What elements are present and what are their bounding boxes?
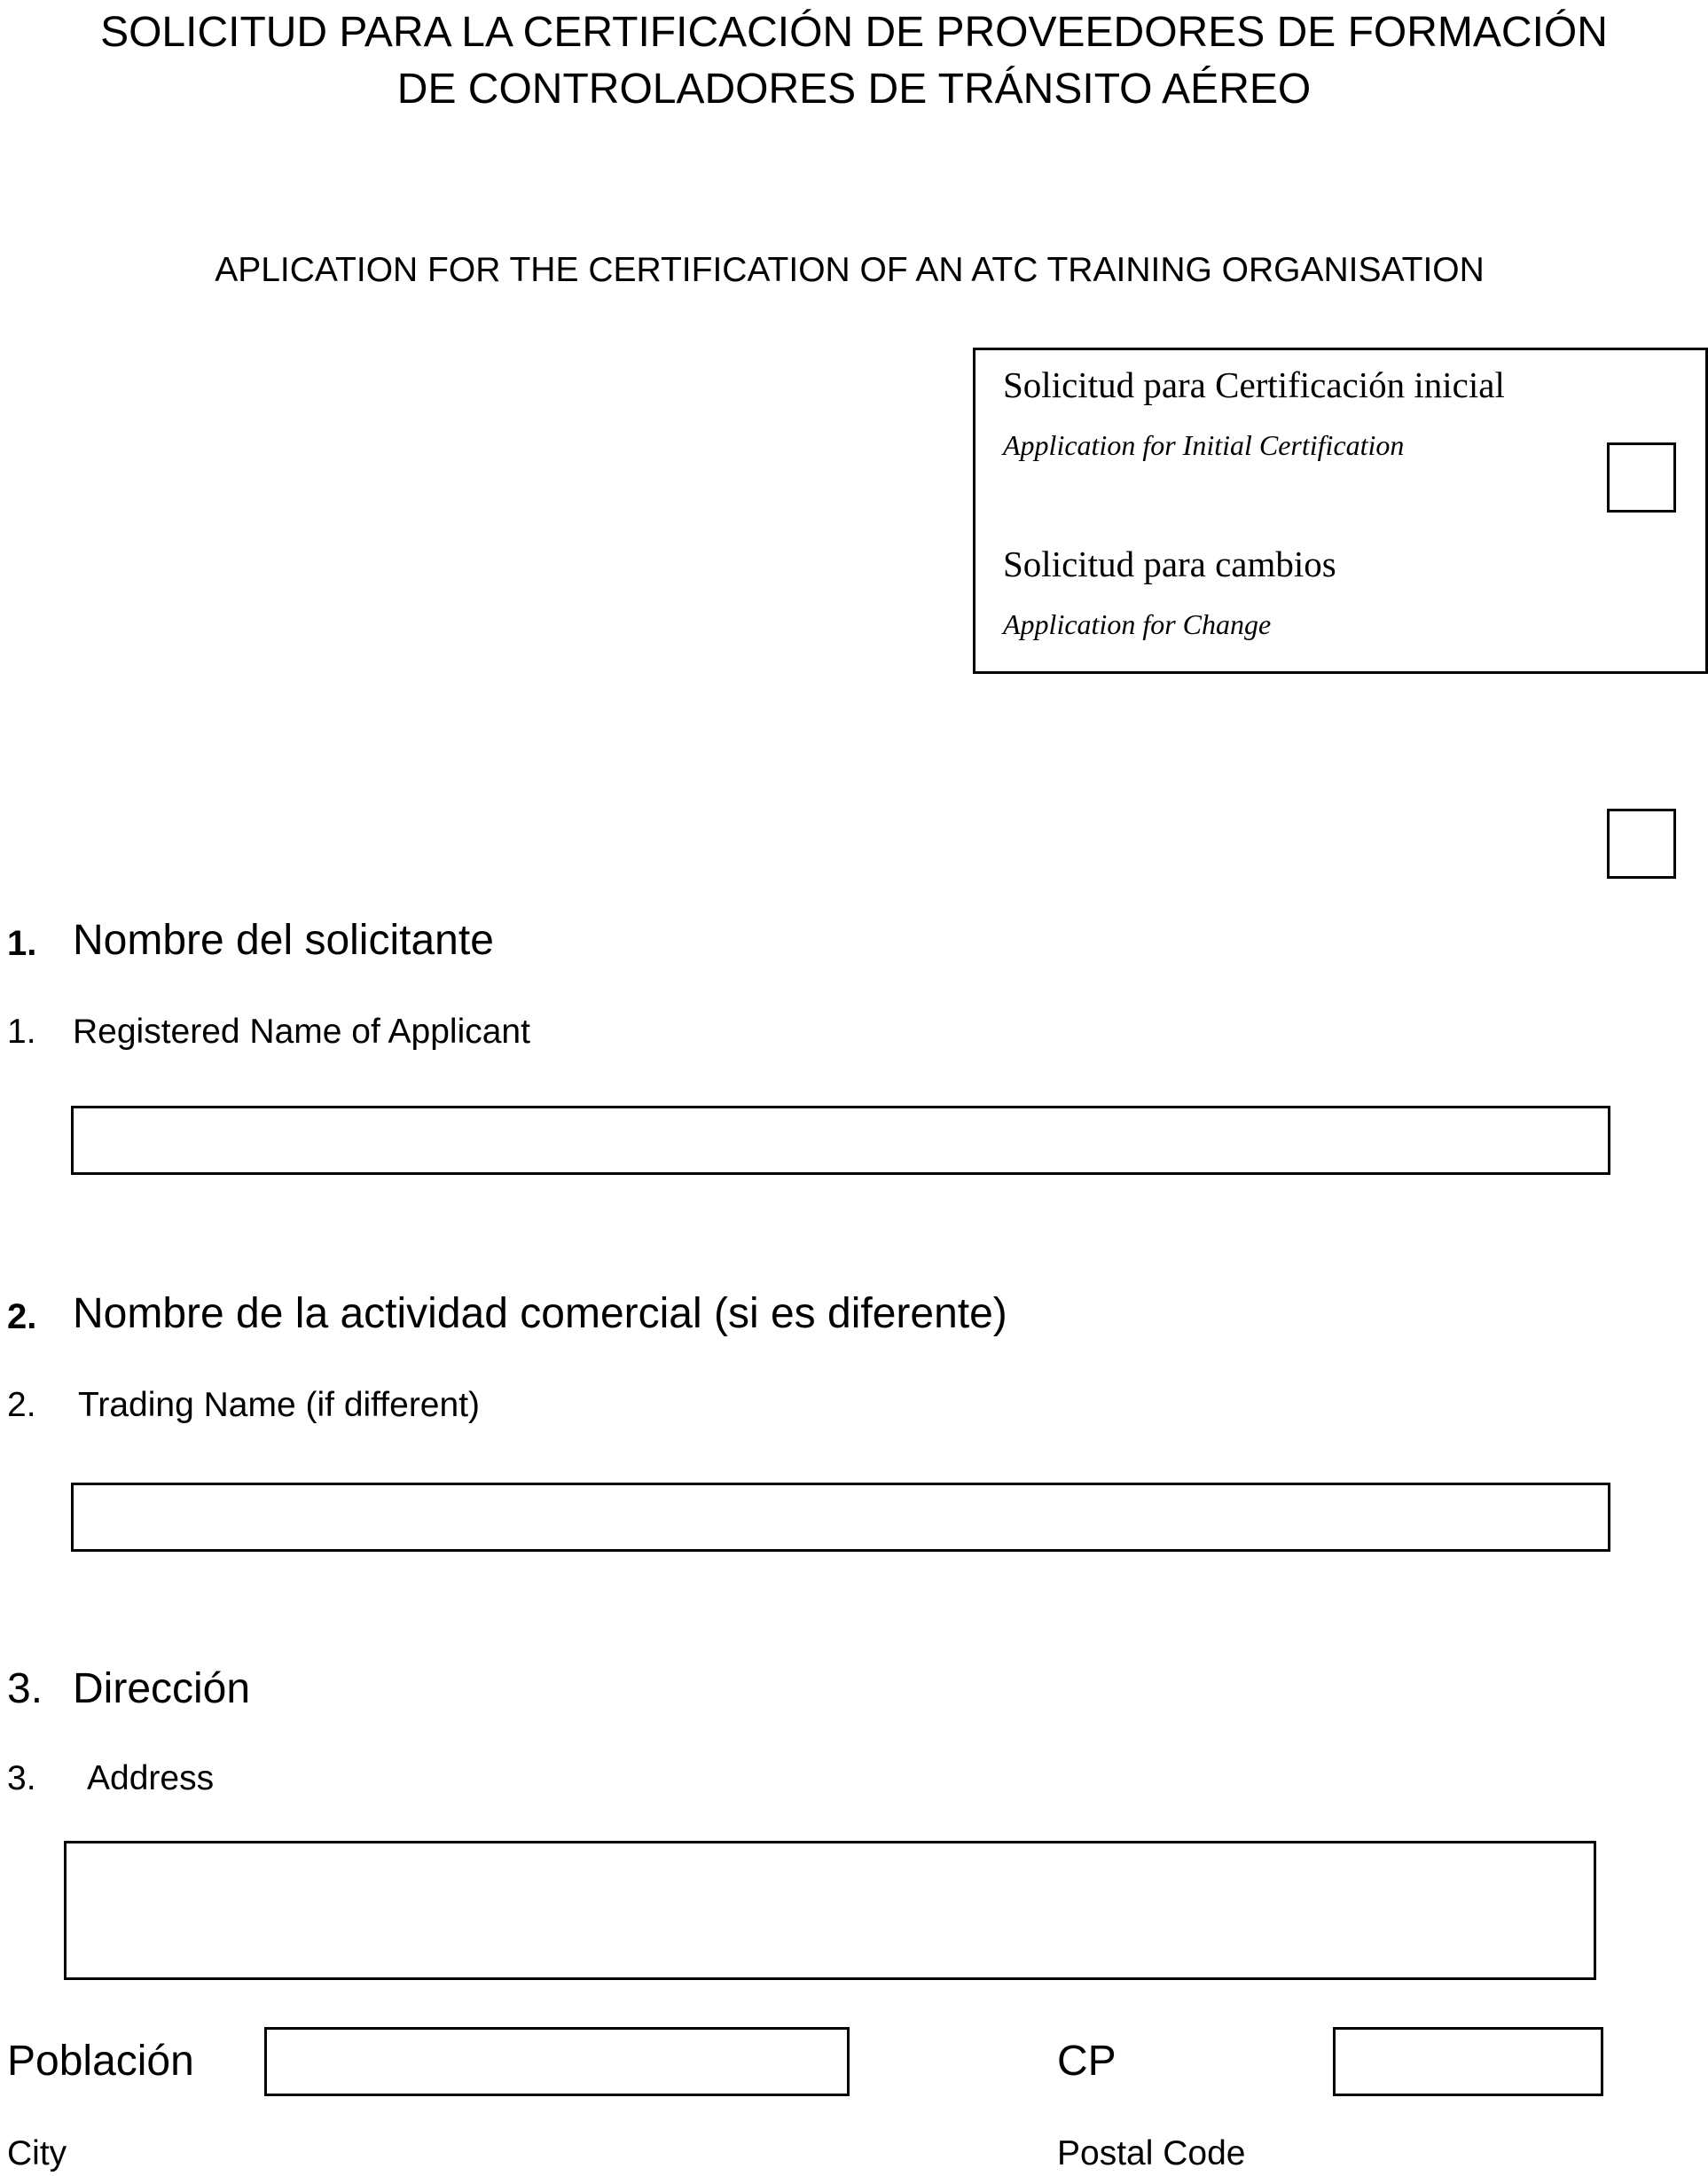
section-1-label-es: Nombre del solicitante — [73, 917, 494, 964]
initial-certification-checkbox[interactable] — [1607, 442, 1676, 513]
form-title-line-1: SOLICITUD PARA LA CERTIFICACIÓN DE PROVEEDORES DE FORMACIÓN — [100, 9, 1608, 56]
section-3-label-es: Dirección — [73, 1665, 251, 1712]
change-label-es: Solicitud para cambios — [1003, 544, 1336, 584]
section-3-number-en: 3. — [7, 1759, 36, 1797]
section-1-number-en: 1. — [7, 1013, 36, 1051]
change-checkbox[interactable] — [1607, 809, 1676, 879]
city-field[interactable] — [264, 2027, 850, 2096]
trading-name-field[interactable] — [71, 1483, 1610, 1552]
form-title-line-2: DE CONTROLADORES DE TRÁNSITO AÉREO — [396, 66, 1312, 113]
initial-certification-label-en: Application for Initial Certification — [1003, 429, 1405, 461]
section-2-number-es: 2. — [7, 1297, 37, 1336]
postal-code-label-en: Postal Code — [1057, 2134, 1246, 2172]
section-1-number-es: 1. — [7, 924, 37, 963]
city-label-es: Población — [7, 2038, 194, 2085]
city-label-en: City — [7, 2134, 67, 2172]
applicant-name-field[interactable] — [71, 1106, 1610, 1175]
postal-code-label-es: CP — [1057, 2038, 1116, 2085]
initial-certification-label-es: Solicitud para Certificación inicial — [1003, 364, 1505, 405]
section-2-label-en: Trading Name (if different) — [78, 1386, 481, 1424]
address-field[interactable] — [64, 1841, 1596, 1980]
postal-code-field[interactable] — [1333, 2027, 1603, 2096]
section-3-label-en: Address — [87, 1759, 215, 1797]
change-label-en: Application for Change — [1003, 608, 1272, 640]
form-subtitle: APLICATION FOR THE CERTIFICATION OF AN ATC TRAINING ORGANISATION — [215, 251, 1485, 289]
section-1-label-en: Registered Name of Applicant — [73, 1013, 530, 1051]
section-3-number-es: 3. — [7, 1665, 43, 1712]
section-2-label-es: Nombre de la actividad comercial (si es diferente) — [73, 1290, 1007, 1337]
section-2-number-en: 2. — [7, 1386, 36, 1424]
